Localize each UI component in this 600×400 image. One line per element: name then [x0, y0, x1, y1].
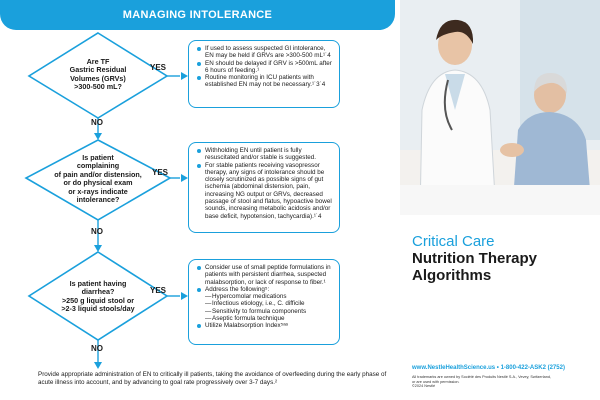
info-box-pain — [188, 142, 340, 233]
no-arrow-3 — [94, 362, 102, 369]
list-item: Withholding EN until patient is fully resuscitated and/or stable is suggested. — [197, 147, 333, 162]
decision-text-1: Are TF Gastric Residual Volumes (GRVs) >300-500 mL? — [69, 57, 127, 92]
no-label-3: NO — [91, 344, 103, 353]
list-item: Routine monitoring in ICU patients with established EN may not be necessary.¹˙3˙4 — [197, 74, 333, 89]
yes-label-3: YES — [150, 286, 167, 295]
contact-info[interactable]: www.NestleHealthScience.us • 1-800-422-ASK2 (2752) — [412, 365, 565, 371]
no-label-2: NO — [91, 227, 103, 236]
document-title: Critical Care Nutrition Therapy Algorithms — [412, 233, 538, 284]
list-subitem: — Infectious etiology, i.e., C. difficile — [205, 300, 305, 308]
no-arrow-2 — [94, 245, 102, 252]
decision-text-2: Is patient complaining of pain and/or distension, or do physical exam or x-rays indicate intolerance? — [54, 153, 142, 205]
info-box-grv — [188, 40, 340, 108]
yes-arrow-1 — [181, 72, 188, 80]
decision-text-3: Is patient having diarrhea? >250 g liquid stool or >2-3 liquid stools/day — [61, 279, 135, 314]
list-subitem: — Aseptic formula technique — [205, 315, 285, 323]
legal-notice: All trademarks are owned by Société des Produits Nestlé S.A., Vevey, Switzerland, or are used with permission. ©2024 Nestlé — [412, 375, 552, 389]
list-subitem: — Sensitivity to formula components — [205, 307, 307, 315]
info-box-diarrhea — [188, 259, 340, 345]
list-item: For stable patients receiving vasopressor therapy, any signs of intolerance should be closely scrutinized as possible signs of gut ischemia (abdominal distension, pain, increasing NG output or GRVs, decreased passage of stool and flatus, hypoactive bowel sounds, increasing metabolic acidosis and/or base deficit, hypotension, tachycardia).¹˙4 — [197, 162, 333, 220]
yes-arrow-2 — [181, 174, 188, 182]
yes-label-1: YES — [150, 63, 167, 72]
section-header: MANAGING INTOLERANCE — [0, 0, 395, 30]
list-item: Consider use of small peptide formulations in patients with persistent diarrhea, suspected malabsorption, or lack of response to fiber.¹ — [197, 264, 333, 286]
list-item: Address the following⁵: — [197, 286, 333, 293]
list-item: EN should be delayed if GRV is >500mL after 6 hours of feeding.¹ — [197, 60, 333, 75]
list-item: Utilize Malabsorption Index⁵ᵃᵃ — [197, 322, 333, 329]
list-subitem: — Hypercomolar medications — [205, 293, 287, 301]
yes-label-2: YES — [152, 168, 169, 177]
no-arrow-1 — [94, 133, 102, 140]
list-item: If used to assess suspected GI intolerance, EN may be held if GRVs are >300-500 mL¹˙4 — [197, 45, 333, 60]
no-label-1: NO — [91, 118, 103, 127]
clinician-patient-photo — [400, 0, 600, 215]
final-recommendation: Provide appropriate administration of EN to critically ill patients, taking the avoidance of overfeeding during the early phase of acute illness into account, and by advancing to goal rate progressively over 3-7 days.² — [38, 371, 387, 386]
yes-arrow-3 — [181, 292, 188, 300]
